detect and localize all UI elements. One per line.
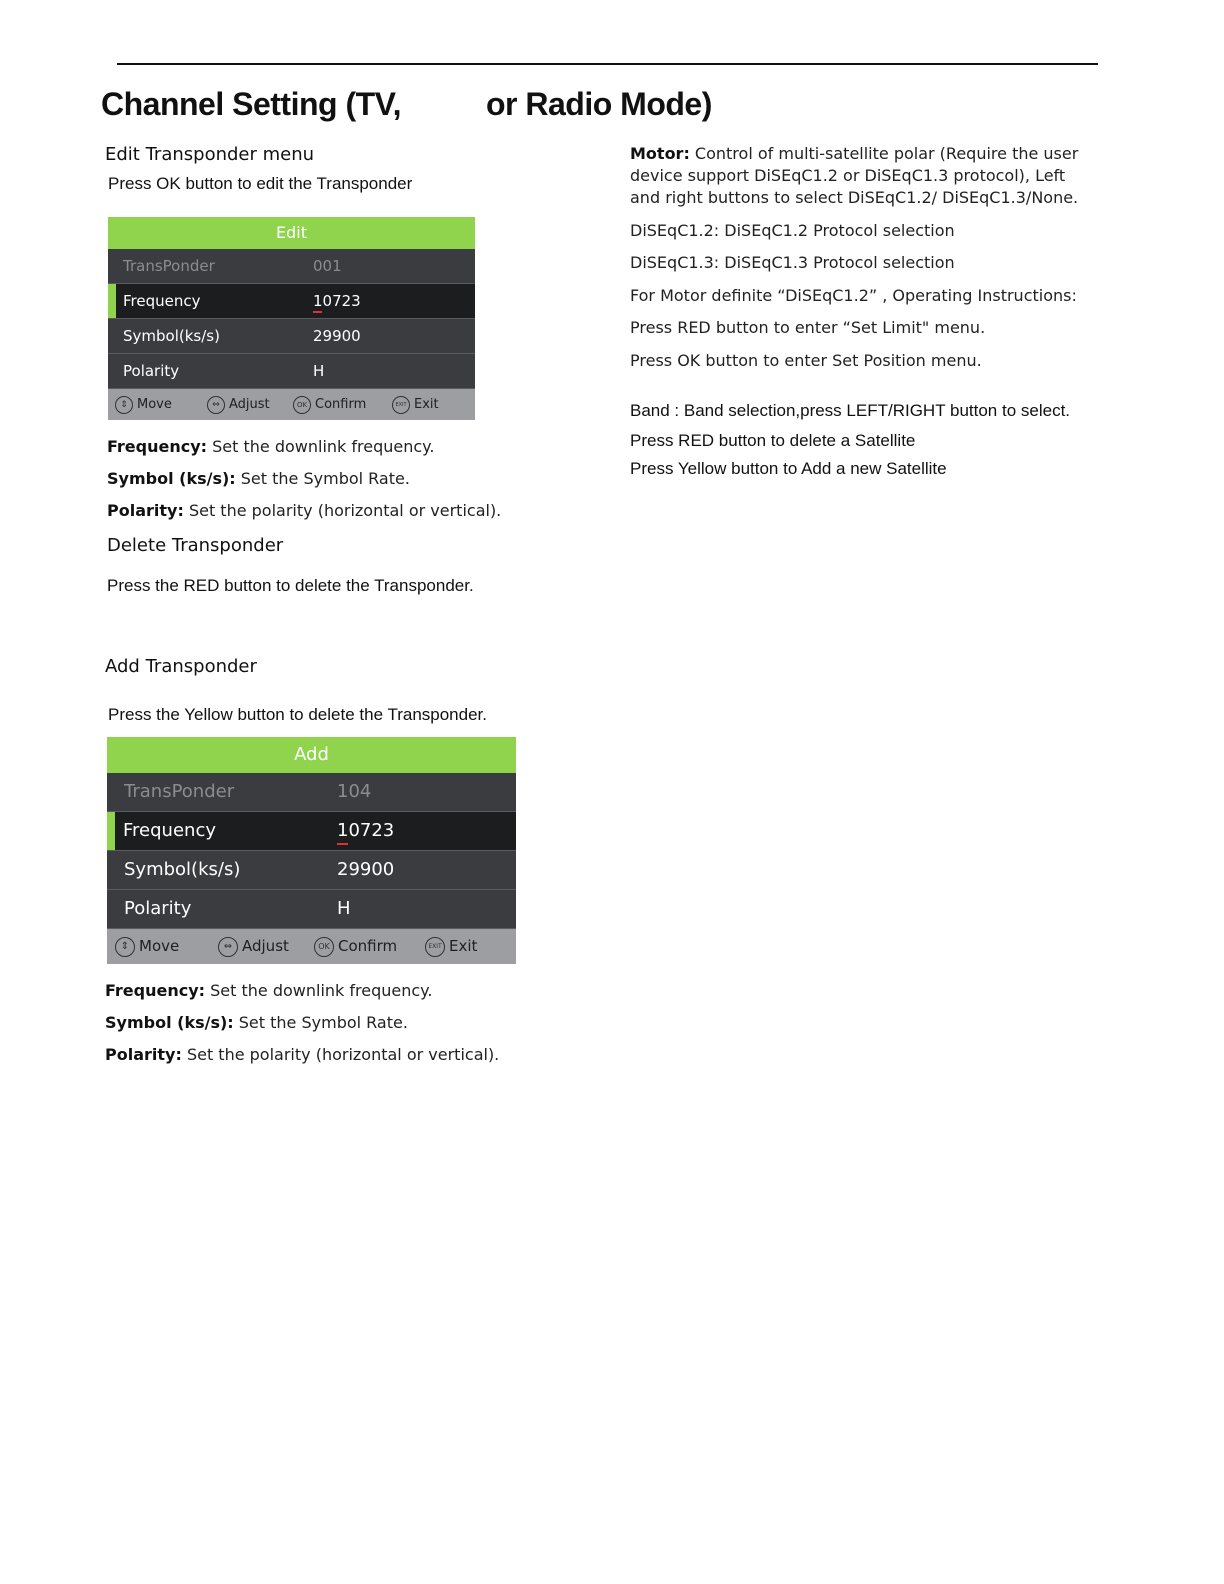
term: Motor: [630, 144, 690, 163]
term: Symbol (ks/s): [105, 1013, 234, 1032]
edit-menu-panel [108, 217, 475, 420]
add-menu-footer [107, 929, 516, 964]
motor-description [630, 143, 1078, 165]
diseqc12-description: DiSEqC1.2: DiSEqC1.2 Protocol selection [630, 221, 955, 240]
add-menu-panel [107, 737, 516, 964]
motor-description-line2: device support DiSEqC1.2 or DiSEqC1.3 protocol), Left [630, 166, 1066, 185]
add-transponder-heading: Add Transponder [105, 656, 257, 677]
row-label: Polarity [123, 362, 180, 380]
footer-move [115, 929, 179, 964]
delete-instruction: Press the RED button to delete the Transponder. [107, 576, 474, 595]
definition: Set the downlink frequency. [205, 981, 433, 1000]
updown-icon: ⇕ [115, 937, 135, 957]
definition: : Band selection,press LEFT/RIGHT button to select. [669, 401, 1071, 420]
diseqc13-description: DiSEqC1.3: DiSEqC1.3 Protocol selection [630, 253, 955, 272]
ok-icon: OK [314, 937, 334, 957]
motor-instructions-heading: For Motor definite “DiSEqC1.2” , Operating Instructions: [630, 286, 1077, 305]
add-desc-polarity [105, 1044, 499, 1066]
band-description [630, 401, 1070, 421]
row-value: 001 [313, 257, 342, 275]
row-label: TransPonder [124, 781, 235, 802]
footer-adjust [207, 389, 270, 420]
delete-transponder-heading: Delete Transponder [107, 535, 284, 556]
edit-row-frequency[interactable] [108, 284, 475, 319]
footer-label: Exit [414, 397, 439, 412]
frequency-input[interactable]: 10723 [313, 292, 361, 310]
text-cursor [337, 843, 348, 845]
add-row-polarity[interactable] [107, 890, 516, 929]
row-value: H [337, 898, 351, 919]
footer-move [115, 389, 172, 420]
row-label: Symbol(ks/s) [124, 859, 241, 880]
row-value: H [313, 362, 325, 380]
exit-icon: EXIT [392, 396, 410, 414]
footer-exit [425, 929, 477, 964]
definition: Set the downlink frequency. [207, 437, 435, 456]
row-value: 104 [337, 781, 372, 802]
updown-icon: ⇕ [115, 396, 133, 414]
row-value: 29900 [337, 859, 395, 880]
frequency-input[interactable]: 10723 [337, 820, 395, 841]
add-satellite-instruction: Press Yellow button to Add a new Satellite [630, 459, 947, 478]
footer-label: Confirm [338, 937, 398, 955]
set-limit-instruction: Press RED button to enter “Set Limit" menu. [630, 318, 986, 337]
footer-label: Exit [449, 937, 478, 955]
add-instruction: Press the Yellow button to delete the Transponder. [108, 705, 487, 724]
row-label: TransPonder [123, 257, 215, 275]
term: Symbol (ks/s): [107, 469, 236, 488]
term: Frequency: [105, 981, 206, 1000]
add-row-frequency[interactable] [107, 812, 516, 851]
add-menu-header: Add [107, 737, 516, 773]
ok-icon: OK [293, 396, 311, 414]
text-cursor [313, 311, 322, 313]
footer-adjust [218, 929, 289, 964]
set-position-instruction: Press OK button to enter Set Position menu. [630, 351, 982, 370]
edit-menu-footer [108, 389, 475, 420]
add-row-symbol[interactable] [107, 851, 516, 890]
row-value: 29900 [313, 327, 361, 345]
edit-desc-frequency [107, 436, 434, 458]
footer-label: Move [137, 397, 172, 412]
page-title: Channel Setting (TV, [101, 86, 401, 122]
exit-icon: EXIT [425, 937, 445, 957]
top-rule [117, 63, 1098, 65]
row-label: Polarity [124, 898, 192, 919]
edit-intro: Press OK button to edit the Transponder [108, 174, 413, 193]
delete-satellite-instruction: Press RED button to delete a Satellite [630, 431, 916, 450]
definition: Set the polarity (horizontal or vertical). [183, 501, 502, 520]
row-label: Frequency [123, 820, 216, 841]
footer-label: Move [139, 937, 180, 955]
definition: Set the Symbol Rate. [235, 469, 410, 488]
footer-label: Adjust [242, 937, 289, 955]
add-row-transponder [107, 773, 516, 812]
edit-menu-header: Edit [108, 217, 475, 249]
edit-transponder-heading: Edit Transponder menu [105, 144, 315, 165]
page-title-continued: or Radio Mode) [486, 86, 712, 122]
term: Polarity: [107, 501, 184, 520]
footer-confirm [314, 929, 397, 964]
footer-exit [392, 389, 439, 420]
add-desc-frequency [105, 980, 432, 1002]
edit-desc-symbol [107, 468, 410, 490]
definition: Set the Symbol Rate. [233, 1013, 408, 1032]
leftright-icon: ⇔ [207, 396, 225, 414]
row-label: Frequency [123, 292, 201, 310]
motor-description-line3: and right buttons to select DiSEqC1.2/ DiSEqC1.3/None. [630, 188, 1079, 207]
edit-row-symbol[interactable] [108, 319, 475, 354]
term: Polarity: [105, 1045, 182, 1064]
footer-confirm [293, 389, 366, 420]
term: Frequency: [107, 437, 208, 456]
footer-label: Confirm [315, 397, 367, 412]
leftright-icon: ⇔ [218, 937, 238, 957]
edit-row-transponder [108, 249, 475, 284]
definition: Control of multi-satellite polar (Require the user [689, 144, 1079, 163]
row-label: Symbol(ks/s) [123, 327, 220, 345]
add-desc-symbol [105, 1012, 408, 1034]
edit-row-polarity[interactable] [108, 354, 475, 389]
term: Band [630, 401, 670, 420]
footer-label: Adjust [229, 397, 270, 412]
definition: Set the polarity (horizontal or vertical). [181, 1045, 500, 1064]
edit-desc-polarity [107, 500, 501, 522]
